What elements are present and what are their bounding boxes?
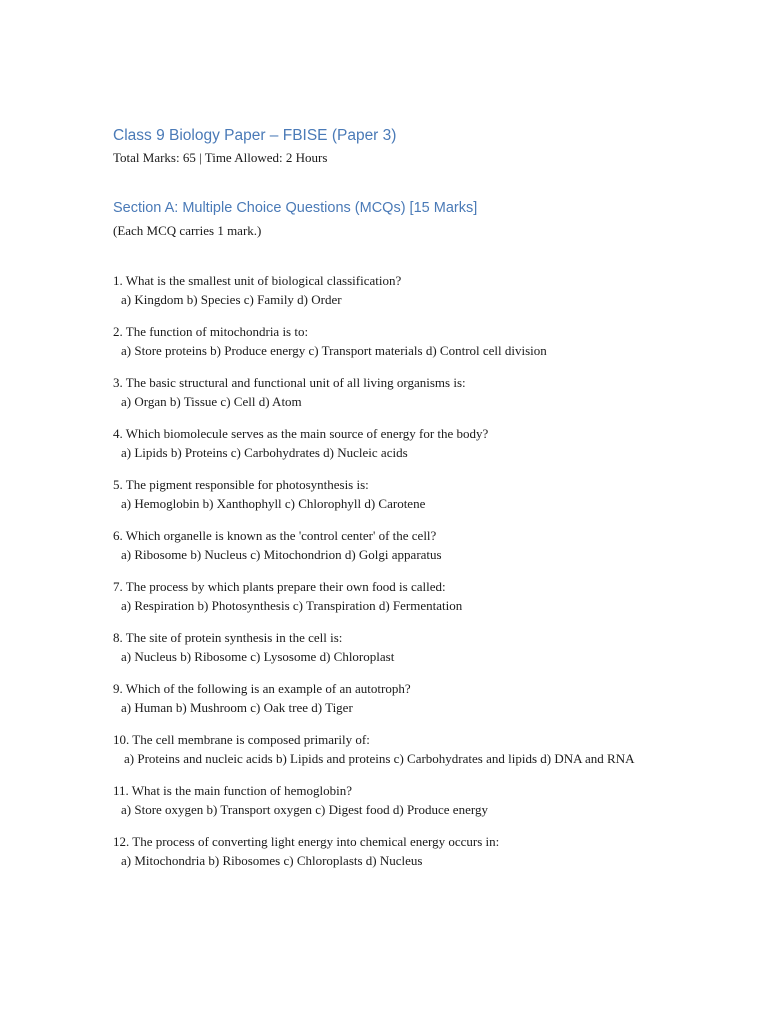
question-7	[113, 577, 658, 615]
question-3	[113, 373, 658, 411]
question-options: a) Organ b) Tissue c) Cell d) Atom	[121, 394, 302, 409]
exam-meta: Total Marks: 65 | Time Allowed: 2 Hours	[113, 150, 328, 165]
question-text: 3. The basic structural and functional unit of all living organisms is:	[113, 375, 466, 390]
question-text: 6. Which organelle is known as the 'control center' of the cell?	[113, 528, 437, 543]
question-text: 8. The site of protein synthesis in the cell is:	[113, 630, 343, 645]
question-options: a) Store proteins b) Produce energy c) Transport materials d) Control cell division	[121, 343, 547, 358]
question-options: a) Kingdom b) Species c) Family d) Order	[121, 292, 342, 307]
question-9	[113, 679, 658, 717]
question-options: a) Store oxygen b) Transport oxygen c) Digest food d) Produce energy	[121, 802, 488, 817]
question-2	[113, 322, 658, 360]
question-text: 9. Which of the following is an example of an autotroph?	[113, 681, 411, 696]
question-options: a) Ribosome b) Nucleus c) Mitochondrion d) Golgi apparatus	[121, 547, 442, 562]
question-text: 7. The process by which plants prepare their own food is called:	[113, 579, 446, 594]
section-a-heading: Section A: Multiple Choice Questions (MCQs) [15 Marks]	[113, 200, 478, 216]
question-text: 11. What is the main function of hemoglobin?	[113, 783, 353, 798]
question-list	[113, 271, 658, 870]
question-11	[113, 781, 658, 819]
question-text: 10. The cell membrane is composed primarily of:	[113, 732, 370, 747]
question-text: 12. The process of converting light energy into chemical energy occurs in:	[113, 834, 500, 849]
question-options: a) Human b) Mushroom c) Oak tree d) Tiger	[121, 700, 353, 715]
question-10	[113, 730, 658, 768]
question-1	[113, 271, 658, 309]
document-title: Class 9 Biology Paper – FBISE (Paper 3)	[113, 127, 397, 144]
question-text: 4. Which biomolecule serves as the main source of energy for the body?	[113, 426, 489, 441]
question-options: a) Respiration b) Photosynthesis c) Transpiration d) Fermentation	[121, 598, 463, 613]
question-options: a) Proteins and nucleic acids b) Lipids and proteins c) Carbohydrates and lipids d) DNA and RNA	[124, 751, 635, 766]
question-12	[113, 832, 658, 870]
question-options: a) Hemoglobin b) Xanthophyll c) Chlorophyll d) Carotene	[121, 496, 426, 511]
question-text: 5. The pigment responsible for photosynthesis is:	[113, 477, 369, 492]
question-options: a) Lipids b) Proteins c) Carbohydrates d) Nucleic acids	[121, 445, 408, 460]
question-text: 1. What is the smallest unit of biological classification?	[113, 273, 402, 288]
document-page	[113, 126, 658, 883]
question-text: 2. The function of mitochondria is to:	[113, 324, 309, 339]
question-6	[113, 526, 658, 564]
question-4	[113, 424, 658, 462]
question-8	[113, 628, 658, 666]
section-a-note: (Each MCQ carries 1 mark.)	[113, 223, 262, 238]
question-options: a) Nucleus b) Ribosome c) Lysosome d) Chloroplast	[121, 649, 395, 664]
question-options: a) Mitochondria b) Ribosomes c) Chloroplasts d) Nucleus	[121, 853, 423, 868]
question-5	[113, 475, 658, 513]
